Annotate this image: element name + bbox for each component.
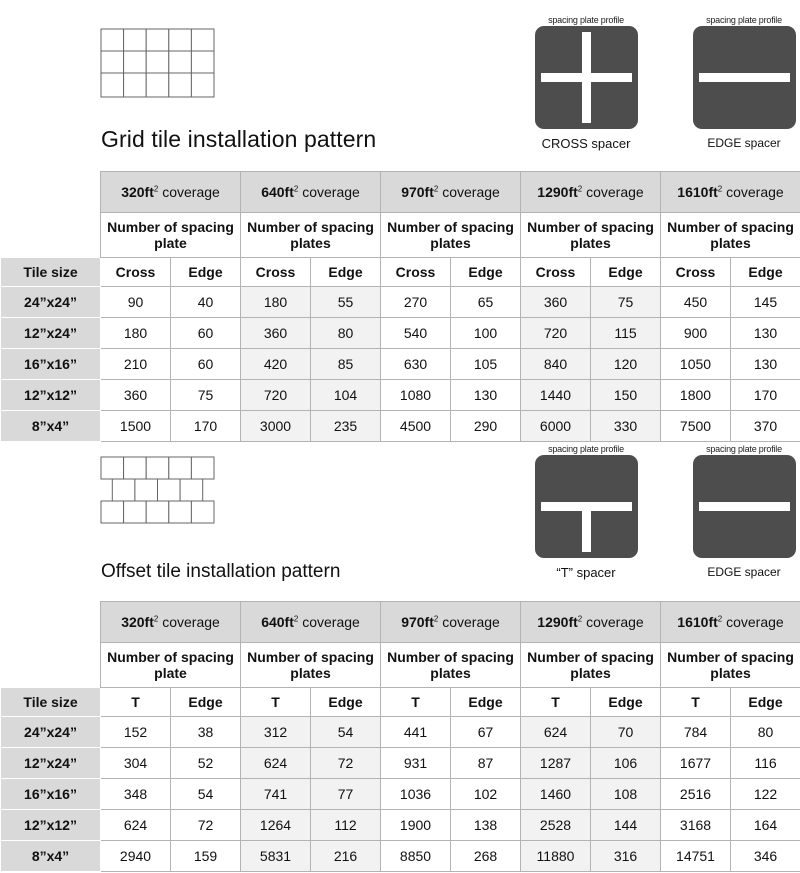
table-cell: 138 <box>451 810 521 841</box>
table-cell: 370 <box>731 411 800 442</box>
cross-spacer-card <box>534 14 638 151</box>
table-cell: 67 <box>451 717 521 748</box>
table-cell: 55 <box>311 287 381 318</box>
table-cell: 360 <box>101 380 171 411</box>
table-cell: 80 <box>311 318 381 349</box>
table-cell: 840 <box>521 349 591 380</box>
tile-size-cell: 12”x24” <box>1 748 101 779</box>
table-cell: 170 <box>731 380 800 411</box>
plates-header: Number of spacing plates <box>241 643 381 688</box>
t-spacer-icon <box>535 455 638 558</box>
table-cell: 164 <box>731 810 800 841</box>
table-cell: 130 <box>731 318 800 349</box>
table-cell: 330 <box>591 411 661 442</box>
table-cell: 152 <box>101 717 171 748</box>
tile-size-cell: 12”x24” <box>1 318 101 349</box>
table-cell: 624 <box>241 748 311 779</box>
table-cell: 346 <box>731 841 800 872</box>
table-cell: 60 <box>171 349 241 380</box>
table-cell: 235 <box>311 411 381 442</box>
table-cell: 75 <box>171 380 241 411</box>
cross-col-header: Cross <box>381 258 451 287</box>
table-cell: 4500 <box>381 411 451 442</box>
tile-size-cell: 24”x24” <box>1 287 101 318</box>
table-row <box>1 349 800 380</box>
table-cell: 450 <box>661 287 731 318</box>
plates-header: Number of spacing plates <box>381 643 521 688</box>
table-cell: 720 <box>241 380 311 411</box>
plates-header: Number of spacing plates <box>241 213 381 258</box>
table-cell: 130 <box>731 349 800 380</box>
table-cell: 70 <box>591 717 661 748</box>
table-cell: 60 <box>171 318 241 349</box>
table-cell: 38 <box>171 717 241 748</box>
table-cell: 1677 <box>661 748 731 779</box>
table-cell: 1036 <box>381 779 451 810</box>
t-spacer-card <box>534 443 638 580</box>
table-cell: 540 <box>381 318 451 349</box>
table-cell: 85 <box>311 349 381 380</box>
spacer-profile-label: spacing plate profile <box>548 15 624 25</box>
coverage-header: $1290ft^2$ coverage <box>521 602 661 643</box>
tile-size-cell: 24”x24” <box>1 717 101 748</box>
table-cell: 40 <box>171 287 241 318</box>
edge-col-header: Edge <box>311 688 381 717</box>
table-cell: 1287 <box>521 748 591 779</box>
table-cell: 931 <box>381 748 451 779</box>
table-cell: 1264 <box>241 810 311 841</box>
tile-size-cell: 12”x12” <box>1 810 101 841</box>
coverage-header: $970ft^2$ coverage <box>381 172 521 213</box>
tile-size-cell: 8”x4” <box>1 411 101 442</box>
table-cell: 900 <box>661 318 731 349</box>
edge-col-header: Edge <box>591 688 661 717</box>
table-cell: 624 <box>101 810 171 841</box>
table-cell: 144 <box>591 810 661 841</box>
table-cell: 270 <box>381 287 451 318</box>
table-cell: 52 <box>171 748 241 779</box>
grid-pattern-title: Grid tile installation pattern <box>101 126 377 152</box>
coverage-header: $320ft^2$ coverage <box>101 602 241 643</box>
edge-col-header: Edge <box>731 258 800 287</box>
t-col-header: T <box>101 688 171 717</box>
table-cell: 1440 <box>521 380 591 411</box>
table-cell: 100 <box>451 318 521 349</box>
edge-col-header: Edge <box>171 688 241 717</box>
plates-header: Number of spacing plates <box>661 643 800 688</box>
table-cell: 784 <box>661 717 731 748</box>
table-cell: 720 <box>521 318 591 349</box>
table-cell: 116 <box>731 748 800 779</box>
plates-header: Number of spacing plates <box>381 213 521 258</box>
grid-pattern-icon <box>100 28 216 100</box>
table-cell: 2516 <box>661 779 731 810</box>
table-row <box>1 748 800 779</box>
table-cell: 54 <box>171 779 241 810</box>
table-row <box>1 717 800 748</box>
table-cell: 11880 <box>521 841 591 872</box>
coverage-header: $1290ft^2$ coverage <box>521 172 661 213</box>
cross-spacer-label: CROSS spacer <box>541 136 631 151</box>
table-cell: 159 <box>171 841 241 872</box>
type-header-row <box>1 258 800 287</box>
table-row <box>1 841 800 872</box>
table-cell: 180 <box>241 287 311 318</box>
edge-col-header: Edge <box>451 688 521 717</box>
table-cell: 145 <box>731 287 800 318</box>
t-col-header: T <box>241 688 311 717</box>
coverage-header-row <box>1 602 800 643</box>
tile-size-header: Tile size <box>1 258 101 287</box>
coverage-header: $640ft^2$ coverage <box>241 172 381 213</box>
table-cell: 2528 <box>521 810 591 841</box>
table-cell: 14751 <box>661 841 731 872</box>
table-cell: 102 <box>451 779 521 810</box>
offset-spacer-table <box>0 601 800 872</box>
spacer-profile-label: spacing plate profile <box>548 444 624 454</box>
table-cell: 304 <box>101 748 171 779</box>
cross-spacer-icon <box>535 26 638 129</box>
cross-col-header: Cross <box>241 258 311 287</box>
table-cell: 180 <box>101 318 171 349</box>
table-cell: 216 <box>311 841 381 872</box>
table-cell: 441 <box>381 717 451 748</box>
table-cell: 54 <box>311 717 381 748</box>
offset-pattern-icon <box>100 456 216 524</box>
t-spacer-label: “T” spacer <box>556 565 616 580</box>
type-header-row <box>1 688 800 717</box>
plates-header: Number of spacing plates <box>521 213 661 258</box>
table-cell: 104 <box>311 380 381 411</box>
table-cell: 420 <box>241 349 311 380</box>
tile-size-cell: 8”x4” <box>1 841 101 872</box>
table-cell: 3000 <box>241 411 311 442</box>
table-cell: 6000 <box>521 411 591 442</box>
table-row <box>1 411 800 442</box>
table-cell: 2940 <box>101 841 171 872</box>
edge-spacer-icon <box>693 26 796 129</box>
table-cell: 106 <box>591 748 661 779</box>
table-cell: 348 <box>101 779 171 810</box>
t-col-header: T <box>381 688 451 717</box>
table-row <box>1 810 800 841</box>
table-cell: 170 <box>171 411 241 442</box>
table-cell: 1900 <box>381 810 451 841</box>
table-row <box>1 318 800 349</box>
table-cell: 360 <box>241 318 311 349</box>
table-cell: 1050 <box>661 349 731 380</box>
table-cell: 112 <box>311 810 381 841</box>
cross-col-header: Cross <box>661 258 731 287</box>
table-cell: 150 <box>591 380 661 411</box>
table-cell: 130 <box>451 380 521 411</box>
table-cell: 75 <box>591 287 661 318</box>
table-cell: 122 <box>731 779 800 810</box>
table-row <box>1 380 800 411</box>
coverage-header: $640ft^2$ coverage <box>241 602 381 643</box>
tile-size-header: Tile size <box>1 688 101 717</box>
table-cell: 8850 <box>381 841 451 872</box>
tile-size-cell: 12”x12” <box>1 380 101 411</box>
edge-spacer-label: EDGE spacer <box>707 565 781 579</box>
edge-spacer-icon <box>693 455 796 558</box>
table-cell: 1460 <box>521 779 591 810</box>
plates-header: Number of spacing plates <box>521 643 661 688</box>
table-cell: 87 <box>451 748 521 779</box>
edge-col-header: Edge <box>311 258 381 287</box>
edge-col-header: Edge <box>731 688 800 717</box>
grid-spacer-table <box>0 171 800 442</box>
table-cell: 1800 <box>661 380 731 411</box>
table-cell: 7500 <box>661 411 731 442</box>
table-cell: 65 <box>451 287 521 318</box>
offset-section <box>0 440 800 873</box>
table-cell: 630 <box>381 349 451 380</box>
t-col-header: T <box>521 688 591 717</box>
coverage-header: $320ft^2$ coverage <box>101 172 241 213</box>
table-row <box>1 779 800 810</box>
table-cell: 290 <box>451 411 521 442</box>
offset-pattern-title: Offset tile installation pattern <box>101 561 341 582</box>
tile-size-cell: 16”x16” <box>1 779 101 810</box>
table-cell: 120 <box>591 349 661 380</box>
t-col-header: T <box>661 688 731 717</box>
edge-spacer-label: EDGE spacer <box>707 136 781 150</box>
table-cell: 1080 <box>381 380 451 411</box>
table-cell: 105 <box>451 349 521 380</box>
table-cell: 108 <box>591 779 661 810</box>
table-cell: 360 <box>521 287 591 318</box>
table-cell: 80 <box>731 717 800 748</box>
edge-col-header: Edge <box>591 258 661 287</box>
coverage-header: $970ft^2$ coverage <box>381 602 521 643</box>
cross-col-header: Cross <box>521 258 591 287</box>
table-cell: 210 <box>101 349 171 380</box>
spacer-profile-label: spacing plate profile <box>706 444 782 454</box>
table-cell: 741 <box>241 779 311 810</box>
edge-spacer-card <box>692 443 796 579</box>
edge-spacer-card <box>692 14 796 150</box>
table-cell: 90 <box>101 287 171 318</box>
table-cell: 268 <box>451 841 521 872</box>
table-cell: 312 <box>241 717 311 748</box>
table-cell: 624 <box>521 717 591 748</box>
plates-header-row <box>1 643 800 688</box>
tile-size-cell: 16”x16” <box>1 349 101 380</box>
cross-col-header: Cross <box>101 258 171 287</box>
plates-header: Number of spacing plate <box>101 213 241 258</box>
coverage-header: $1610ft^2$ coverage <box>661 172 800 213</box>
plates-header: Number of spacing plates <box>661 213 800 258</box>
edge-col-header: Edge <box>451 258 521 287</box>
table-cell: 115 <box>591 318 661 349</box>
table-cell: 77 <box>311 779 381 810</box>
table-cell: 3168 <box>661 810 731 841</box>
table-cell: 5831 <box>241 841 311 872</box>
edge-col-header: Edge <box>171 258 241 287</box>
table-row <box>1 287 800 318</box>
plates-header: Number of spacing plate <box>101 643 241 688</box>
spacer-profile-label: spacing plate profile <box>706 15 782 25</box>
table-cell: 72 <box>311 748 381 779</box>
table-cell: 316 <box>591 841 661 872</box>
table-cell: 1500 <box>101 411 171 442</box>
plates-header-row <box>1 213 800 258</box>
coverage-header-row <box>1 172 800 213</box>
table-cell: 72 <box>171 810 241 841</box>
coverage-header: $1610ft^2$ coverage <box>661 602 800 643</box>
